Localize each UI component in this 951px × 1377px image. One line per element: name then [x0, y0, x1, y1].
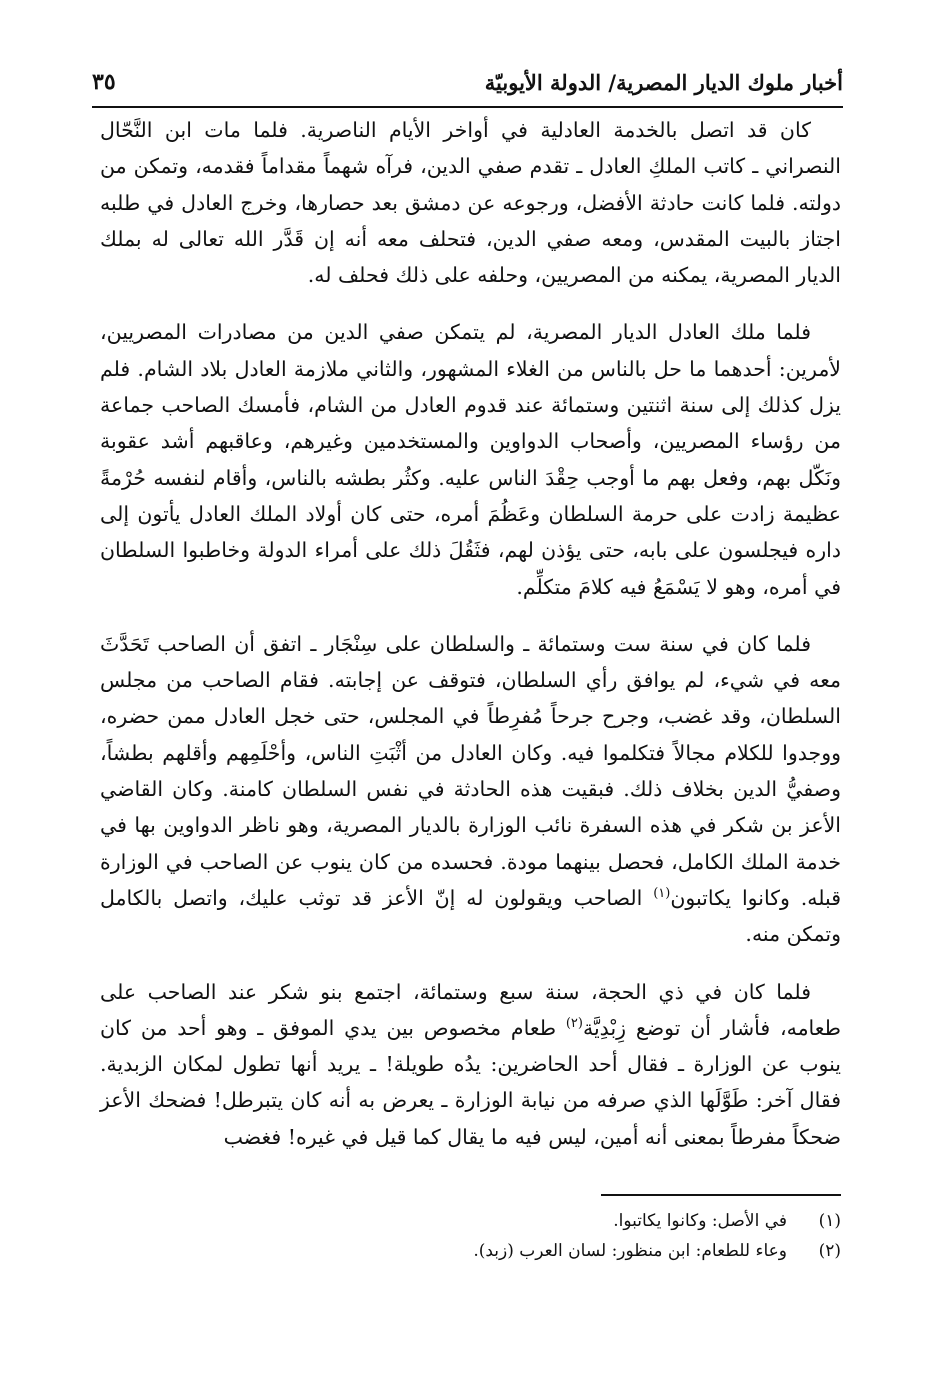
- footnote-1: [100, 1206, 841, 1236]
- footnote-2: [100, 1236, 841, 1266]
- footnote-rule: [601, 1194, 841, 1196]
- footnote-reference: (٢): [565, 1016, 583, 1031]
- paragraph-3: [100, 626, 841, 953]
- paragraph-text: فلما كان في ذي الحجة، سنة سبع وستمائة، اجتمع بنو شكر عند الصاحب على طعامه، فأشار أن توضع زِبْدِيَّة: [100, 979, 841, 1040]
- footnote-text: في الأصل: وكانوا يكاتبوا.: [613, 1211, 787, 1231]
- running-title: أخبار ملوك الديار المصرية/ الدولة الأيوبيّة: [484, 69, 843, 95]
- paragraph-4: [100, 974, 841, 1155]
- paragraph-text: طعام مخصوص بين يدي الموفق ـ وهو أحد من كان ينوب عن الوزارة ـ فقال أحد الحاضرين: يدُه طويلة! ـ يريد أنها تطول لمكان الزبدية. فقال آخر: طَوَّلَها الذي صرفه من نيابة الوزارة ـ يعرض به أنه كان يتبرطل! فضحك الأعز ضحكاً مفرطاً بمعنى أنه أمين، ليس فيه ما يقال كما قيل في غيره! فغضب: [100, 1015, 841, 1149]
- footnote-reference: (١): [653, 886, 671, 902]
- paragraph-text: كان قد اتصل بالخدمة العادلية في أواخر الأيام الناصرية. فلما مات ابن النَّحّال النصراني ـ كاتب الملكِ العادل ـ تقدم صفي الدين، فرآه شهماً مقداماً فقدمه، وتمكن من دولته. فلما كانت حادثة الأفضل، ورجوعه عن دمشق بعد حصارها، وخرج العادل في طلبه اجتاز بالبيت المقدس، ومعه صفي الدين، فتحلف معه أنه إن قَدَّر الله تعالى له بملك الديار المصرية، يمكنه من المصريين، وحلفه على ذلك فحلف له.: [100, 118, 841, 288]
- footnote-number: (٢): [818, 1241, 841, 1261]
- paragraph-text: فلما كان في سنة ست وستمائة ـ والسلطان على سِنْجَار ـ اتفق أن الصاحب تَحَدَّثَ معه في شيء، لم يوافق رأي السلطان، فتوقف عن إجابته. فقام الصاحب من مجلس السلطان، وقد غضب، وجرح جرحاً مُفرِطاً في المجلس، حتى خجل العادل ممن حضره، ووجدوا للكلام مجالاً فتكلموا فيه. وكان العادل من أثْبَتِ الناس، وأحْلَمِهم وأقلهم بطشاً، وصفيُّ الدين بخلاف ذلك. فبقيت هذه الحادثة في نفس السلطان كامنة. وكان القاضي الأعز بن شكر في هذه السفرة نائب الوزارة بالديار المصرية، وهو ناظر الدواوين بها في خدمة الملك الكامل، فحصل بينهما مودة. فحسده من كان ينوب عن الصاحب في الوزارة قبله. وكانوا يكاتبون: [100, 631, 841, 910]
- header-rule: [92, 106, 843, 108]
- paragraph-text: فلما ملك العادل الديار المصرية، لم يتمكن صفي الدين من مصادرات المصريين، لأمرين: أحدهما ما حل بالناس من الغلاء المشهور، والثاني ملازمة العادل بلاد الشام. فلم يزل كذلك إلى سنة اثنتين وستمائة عند قدوم العادل من الشام، فأمسك الصاحب جماعة من رؤساء المصريين، وأصحاب الدواوين والمستخدمين وغيرهم، وعاقبهم أشد عقوبة ونَكّل بهم، وفعل بهم ما أوجب حِقْدَ الناس عليه. وكثُر بطشه بالناس، وأقام لنفسه حُرْمةً عظيمة زادت على حرمة السلطان وعَظُمَ أمره، حتى كان أولاد الملك العادل يأتون إلى داره فيجلسون على بابه، حتى يؤذن لهم، فثَقُلَ ذلك على أمراء الدولة وخاطبوا السلطان في أمره، وهو لا يَسْمَعُ فيه كلامَ متكلِّم.: [100, 320, 841, 599]
- paragraph-text: الصاحب ويقولون له إنّ الأعز قد توثب عليك، واتصل بالكامل وتمكن منه.: [100, 885, 841, 947]
- footnotes: [100, 1206, 841, 1266]
- paragraph-1: [100, 112, 841, 293]
- footnote-text: وعاء للطعام: ابن منظور: لسان العرب (زبد).: [473, 1241, 787, 1261]
- footnote-number: (١): [818, 1211, 841, 1231]
- main-text: [100, 112, 841, 1176]
- page-header: [92, 58, 843, 106]
- paragraph-2: [100, 314, 841, 604]
- page-number: ٣٥: [92, 69, 116, 95]
